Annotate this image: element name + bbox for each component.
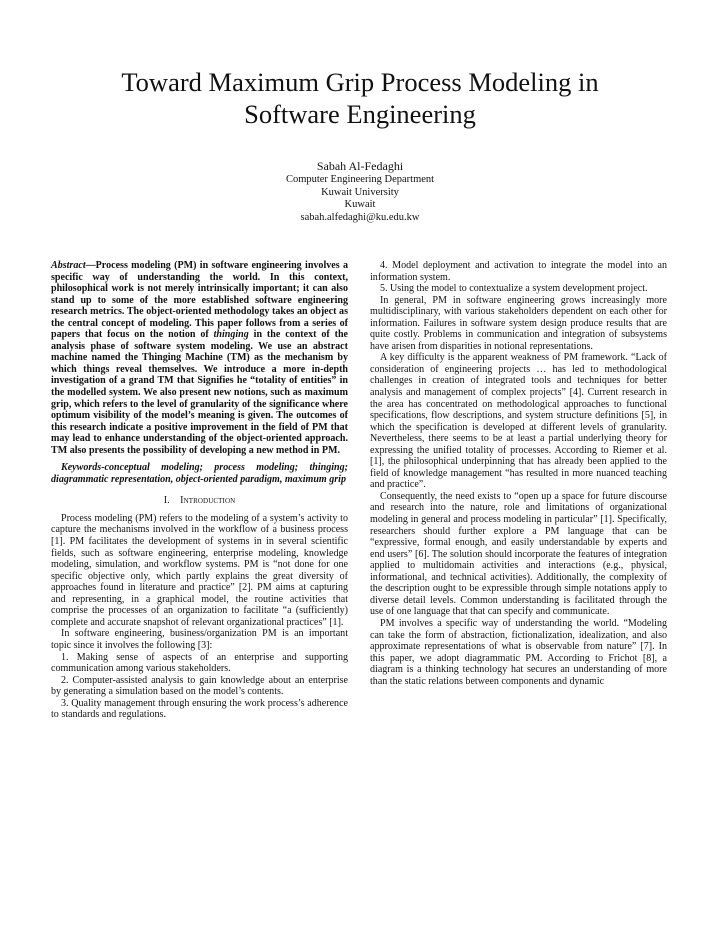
body-paragraph: In general, PM in software engineering grows increasingly more multidisciplinary, with various stakeholders dependent on each other for information. Failures in software system design produce results that are quite costly. Problems in communication and integration of subsystems have arisen from disparities in notional representations.: [370, 294, 667, 352]
keywords: [51, 462, 348, 485]
abstract-text-2: in the context of the analysis phase of software system modeling. We use an abstract machine named the Thinging Machine (TM) as the mechanism by which things reveal themselves. We introduce a more in-depth investigation of a grand TM that Signifies he “totality of entities” in the modelled system. We also present new notions, such as maximum grip, which refers to the level of granularity of the significance where optimum visibility of the model’s meaning is given. The outcomes of this research indicate a positive improvement in the field of PM that may lead to enhance understanding of the object-oriented approach. TM also presents the possibility of developing a new method in PM.: [51, 329, 348, 456]
body-paragraph: Process modeling (PM) refers to the modeling of a system’s activity to capture the mechanisms involved in the workflow of a business process [1]. PM facilitates the development of systems in in several scientific fields, such as software engineering, enterprise modeling, knowledge modeling, simulation, and workflow systems. PM is “not done for one specific objective only, which partly explains the great diversity of approaches found in literature and practice” [2]. PM aims at capturing and representing, in a graphical model, the routine activities that comprise the processes of an organization to facilitate “a (sufficiently) complete and accurate snapshot of relevant organizational practices” [1].: [51, 512, 348, 628]
list-item: 2. Computer-assisted analysis to gain knowledge about an enterprise by generating a simulation based on the model’s contents.: [51, 674, 348, 698]
abstract-italic-term: thinging: [213, 329, 249, 341]
title-line-2: Software Engineering: [244, 99, 476, 129]
left-column: [51, 260, 348, 721]
abstract: [51, 260, 348, 456]
keywords-text: conceptual modeling; process modeling; thinging; diagrammatic representation, object-oriented paradigm, maximum grip: [51, 462, 348, 485]
body-paragraph: Consequently, the need exists to “open up a space for future discourse and research into the nature, role and limitations of organizational modeling in general and process modeling in particular” [1]. Specifically, researchers should further explore a PM language that can be “expressive, formal enough, and easily understandable by experts and end users” [6]. The solution should incorporate the features of integration applied to multidomain activities and interactions (e.g., physical, informational, and technical activities). Additionally, the complexity of the description ought to be expressible through simple notations apply to diverse detail levels. Common understanding is facilitated through the use of one language that that can specify and communicate.: [370, 490, 667, 618]
body-paragraph: PM involves a specific way of understanding the world. “Modeling can take the form of abstraction, fictionalization, idealization, and also approximate representations of what is observable from nature” [7]. In this paper, we adopt diagrammatic PM. According to Frichot [8], a diagram is a thinking technology hat secures an understanding of more than the static relations between components and dynamic: [370, 617, 667, 687]
author-name: Sabah Al-Fedaghi: [316, 159, 404, 173]
section-number: I.: [163, 495, 170, 507]
section-title: Introduction: [180, 495, 236, 507]
abstract-dash: —: [85, 260, 96, 271]
keywords-label: Keywords-: [61, 462, 105, 474]
author-block: [160, 158, 560, 224]
author-email: sabah.alfedaghi@ku.edu.kw: [300, 211, 420, 223]
body-paragraph: In software engineering, business/organization PM is an important topic since it involves the following [3]:: [51, 628, 348, 651]
author-country: Kuwait: [344, 199, 376, 210]
body-paragraph: A key difficulty is the apparent weakness of PM framework. “Lack of consideration of engineering projects … has led to methodological challenges in creation of integrated tools and techniques for better analysis and management of complex projects” [4]. Current research in the area has concentrated on methodological approaches to functional specifications, flow descriptions, and system structure definitions [5], in which the specification is developed at different levels of granularity. Nevertheless, there seems to be at least a partial underlying theory for expressing the unified totality of processes. According to Riemer et al. [1], the philosophical underpinning that has already been applied to the field of knowledge management “has resulted in more nuanced teaching and practice”.: [370, 352, 667, 491]
author-department: Computer Engineering Department: [285, 174, 435, 185]
right-column: [370, 260, 667, 687]
title-line-1: Toward Maximum Grip Process Modeling in: [121, 67, 599, 97]
section-heading: [51, 495, 348, 507]
list-item: 1. Making sense of aspects of an enterprise and supporting communication among various stakeholders.: [51, 651, 348, 675]
abstract-label: Abstract: [51, 260, 86, 271]
list-item: 4. Model deployment and activation to integrate the model into an information system.: [370, 260, 667, 283]
paper-title: [60, 66, 660, 130]
list-item: 3. Quality management through ensuring the work process’s adherence to standards and regulations.: [51, 697, 348, 721]
list-item: 5. Using the model to contextualize a system development project.: [380, 283, 648, 295]
abstract-text-1: Process modeling (PM) in software engineering involves a specific way of understanding the world. In this context, philosophical work is not merely intrinsically important; it can also stand up to some of the more established software engineering research metrics. The object-oriented methodology takes an object as the central concept of modeling. This paper follows from a series of papers that focus on the notion of: [51, 260, 348, 341]
author-university: Kuwait University: [321, 186, 399, 198]
